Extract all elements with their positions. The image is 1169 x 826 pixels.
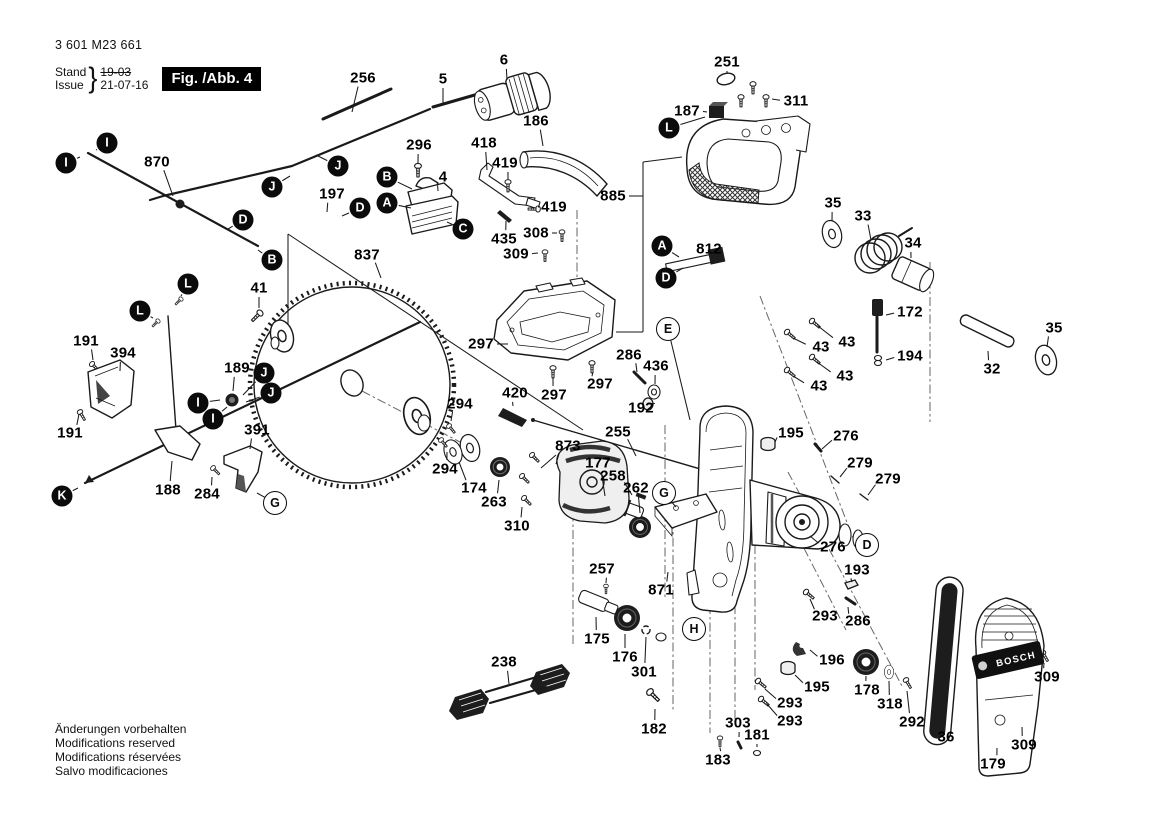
part-label: 303 bbox=[725, 714, 751, 732]
part-label: 176 bbox=[612, 648, 638, 666]
ref-badge-B: B bbox=[377, 167, 398, 188]
part-label: 194 bbox=[897, 347, 923, 365]
part-label: 192 bbox=[628, 399, 654, 417]
part-label: 4 bbox=[438, 168, 448, 186]
ref-badge-K: K bbox=[52, 486, 73, 507]
part-label: 294 bbox=[432, 460, 458, 478]
part-label: 318 bbox=[877, 695, 903, 713]
part-label: 420 bbox=[502, 384, 528, 402]
stand-label: Stand bbox=[55, 64, 87, 79]
part-label: 391 bbox=[244, 421, 270, 439]
part-label: 419 bbox=[541, 198, 567, 216]
part-label: 296 bbox=[406, 136, 432, 154]
part-label: 294 bbox=[447, 395, 473, 413]
ref-badge-J: J bbox=[262, 177, 283, 198]
part-label: 837 bbox=[354, 246, 380, 264]
stand-value: 19-03 bbox=[100, 64, 132, 79]
part-label: 177 bbox=[585, 454, 611, 472]
part-label: 257 bbox=[589, 560, 615, 578]
ref-badge-G: G bbox=[263, 491, 287, 515]
part-label: 174 bbox=[461, 479, 487, 497]
legal-notice bbox=[55, 722, 186, 778]
ref-badge-L: L bbox=[130, 301, 151, 322]
ref-badge-A: A bbox=[377, 193, 398, 214]
part-label: 196 bbox=[819, 651, 845, 669]
part-label: 293 bbox=[777, 694, 803, 712]
ref-badge-D: D bbox=[350, 198, 371, 219]
ref-badge-D: D bbox=[656, 268, 677, 289]
part-label: 279 bbox=[875, 470, 901, 488]
notice-line-es: Salvo modificaciones bbox=[55, 764, 168, 778]
ref-badge-I: I bbox=[188, 393, 209, 414]
part-label: 279 bbox=[847, 454, 873, 472]
issue-value: 21-07-16 bbox=[100, 77, 149, 92]
part-label: 256 bbox=[350, 69, 376, 87]
ref-badge-I: I bbox=[97, 133, 118, 154]
part-label: 297 bbox=[587, 375, 613, 393]
part-label: 195 bbox=[778, 424, 804, 442]
part-label: 182 bbox=[641, 720, 667, 738]
ref-badge-L: L bbox=[178, 274, 199, 295]
notice-line-en: Modifications reserved bbox=[55, 736, 176, 750]
ref-badge-I: I bbox=[56, 153, 77, 174]
part-label: 191 bbox=[73, 332, 99, 350]
part-label: 263 bbox=[481, 493, 507, 511]
part-label: 251 bbox=[714, 53, 740, 71]
part-label: 193 bbox=[844, 561, 870, 579]
part-label: 178 bbox=[854, 681, 880, 699]
part-label: 873 bbox=[555, 437, 581, 455]
part-label: 286 bbox=[616, 346, 642, 364]
brace-glyph: } bbox=[88, 62, 98, 94]
part-number: 3 601 M23 661 bbox=[55, 38, 143, 52]
part-label: 885 bbox=[600, 187, 626, 205]
part-label: 276 bbox=[820, 538, 846, 556]
part-label: 258 bbox=[600, 467, 626, 485]
notice-line-fr: Modifications réservées bbox=[55, 750, 182, 764]
part-label: 34 bbox=[904, 234, 922, 252]
ref-badge-G: G bbox=[652, 481, 676, 505]
part-label: 43 bbox=[836, 367, 854, 385]
part-label: 187 bbox=[674, 102, 700, 120]
ref-badge-J: J bbox=[328, 156, 349, 177]
part-label: 43 bbox=[838, 333, 856, 351]
part-label: 262 bbox=[623, 479, 649, 497]
part-label: 172 bbox=[897, 303, 923, 321]
part-label: 871 bbox=[648, 581, 674, 599]
part-label: 197 bbox=[319, 185, 345, 203]
part-label: 6 bbox=[499, 51, 509, 69]
part-label: 292 bbox=[899, 713, 925, 731]
part-label: 436 bbox=[643, 357, 669, 375]
part-label: 870 bbox=[144, 153, 170, 171]
part-label: 183 bbox=[705, 751, 731, 769]
part-label: 41 bbox=[250, 279, 268, 297]
part-label: 308 bbox=[523, 224, 549, 242]
ref-badge-D: D bbox=[855, 533, 879, 557]
part-label: 175 bbox=[584, 630, 610, 648]
part-label: 311 bbox=[783, 92, 809, 110]
part-label: 255 bbox=[605, 423, 631, 441]
part-label: 43 bbox=[812, 338, 830, 356]
title-block bbox=[55, 38, 261, 94]
part-label: 36 bbox=[937, 728, 955, 746]
part-label: 191 bbox=[57, 424, 83, 442]
ref-badge-D: D bbox=[233, 210, 254, 231]
ref-badge-C: C bbox=[453, 219, 474, 240]
part-label: 293 bbox=[812, 607, 838, 625]
ref-badge-A: A bbox=[652, 236, 673, 257]
part-label: 286 bbox=[845, 612, 871, 630]
notice-line-de: Änderungen vorbehalten bbox=[55, 722, 187, 736]
ref-badge-E: E bbox=[656, 317, 680, 341]
part-label: 35 bbox=[1045, 319, 1063, 337]
part-label: 5 bbox=[438, 70, 448, 88]
part-label: 284 bbox=[194, 485, 220, 503]
part-label: 297 bbox=[541, 386, 567, 404]
part-label: 181 bbox=[744, 726, 770, 744]
bosch-logo-text: BOSCH bbox=[995, 649, 1038, 670]
part-label: 419 bbox=[492, 154, 518, 172]
part-label: 293 bbox=[777, 712, 803, 730]
part-label: 195 bbox=[804, 678, 830, 696]
ref-badge-I: I bbox=[203, 409, 224, 430]
part-label: 33 bbox=[854, 207, 872, 225]
part-label: 276 bbox=[833, 427, 859, 445]
figure-label: Fig. /Abb. 4 bbox=[162, 67, 261, 91]
ref-badge-B: B bbox=[262, 250, 283, 271]
part-label: 309 bbox=[1034, 668, 1060, 686]
part-label: 435 bbox=[491, 230, 517, 248]
part-label: 43 bbox=[810, 377, 828, 395]
part-label: 309 bbox=[503, 245, 529, 263]
issue-label: Issue bbox=[55, 77, 84, 92]
part-label: 394 bbox=[110, 344, 136, 362]
part-label: 179 bbox=[980, 755, 1006, 773]
part-label: 35 bbox=[824, 194, 842, 212]
part-label: 32 bbox=[983, 360, 1001, 378]
part-label: 309 bbox=[1011, 736, 1037, 754]
part-label: 186 bbox=[523, 112, 549, 130]
part-label: 418 bbox=[471, 134, 497, 152]
part-label: 297 bbox=[468, 335, 494, 353]
ref-badge-L: L bbox=[659, 118, 680, 139]
part-label: 812 bbox=[696, 240, 722, 258]
part-label: 310 bbox=[504, 517, 530, 535]
ref-badge-J: J bbox=[261, 383, 282, 404]
ref-badge-J: J bbox=[254, 363, 275, 384]
part-label: 189 bbox=[224, 359, 250, 377]
part-label: 238 bbox=[491, 653, 517, 671]
part-label: 301 bbox=[631, 663, 657, 681]
ref-badge-H: H bbox=[682, 617, 706, 641]
part-label: 188 bbox=[155, 481, 181, 499]
